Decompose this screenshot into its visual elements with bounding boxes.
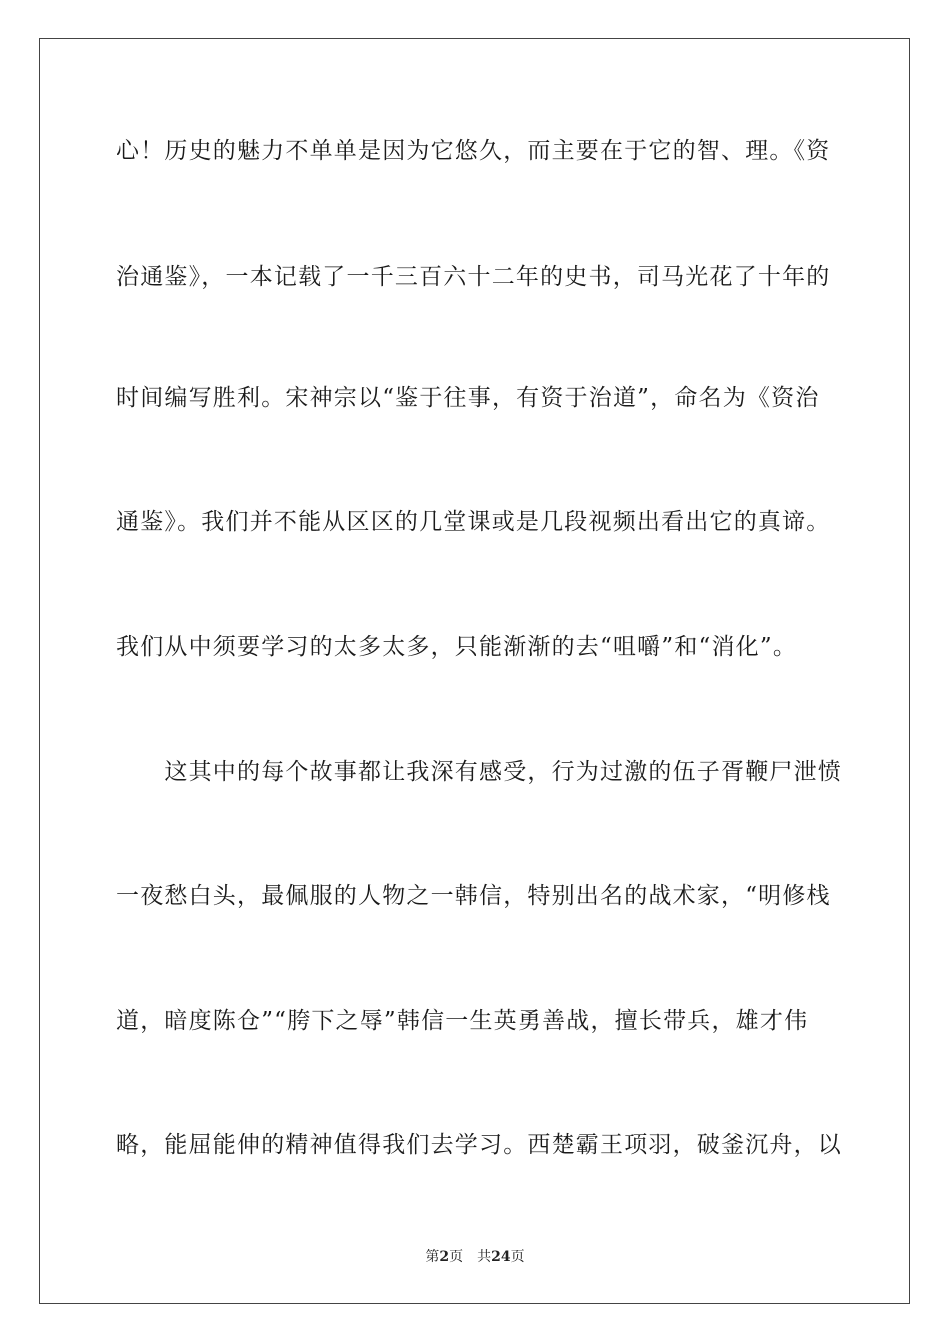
text-line-5: 我们从中须要学习的太多太多，只能渐渐的去“咀嚼”和“消化”。 (116, 634, 798, 660)
page-footer (0, 1246, 950, 1266)
text-line-1: 心！历史的魅力不单单是因为它悠久，而主要在于它的智、理。《资 (116, 138, 831, 164)
page-suffix: 页 (449, 1249, 464, 1265)
text-line-9: 略，能屈能伸的精神值得我们去学习。西楚霸王项羽，破釜沉舟，以 (116, 1132, 842, 1158)
text-line-4: 通鉴》。我们并不能从区区的几堂课或是几段视频出看出它的真谛。 (116, 509, 831, 535)
text-line-2: 治通鉴》，一本记载了一千三百六十二年的史书，司马光花了十年的 (116, 264, 831, 290)
page-number: 2 (439, 1249, 450, 1265)
text-line-7: 一夜愁白头，最佩服的人物之一韩信，特别出名的战术家，“明修栈 (116, 883, 831, 909)
text-line-3: 时间编写胜利。宋神宗以“鉴于往事，有资于治道”，命名为《资治 (116, 385, 820, 411)
total-prefix: 共 (477, 1249, 492, 1265)
page-prefix: 第 (425, 1249, 440, 1265)
page-border (39, 38, 910, 1304)
total-suffix: 页 (510, 1249, 525, 1265)
text-line-6: 这其中的每个故事都让我深有感受，行为过激的伍子胥鞭尸泄愤 (116, 759, 842, 785)
total-pages: 24 (491, 1249, 511, 1265)
text-line-8: 道，暗度陈仓”“胯下之辱”韩信一生英勇善战，擅长带兵，雄才伟 (116, 1008, 809, 1034)
